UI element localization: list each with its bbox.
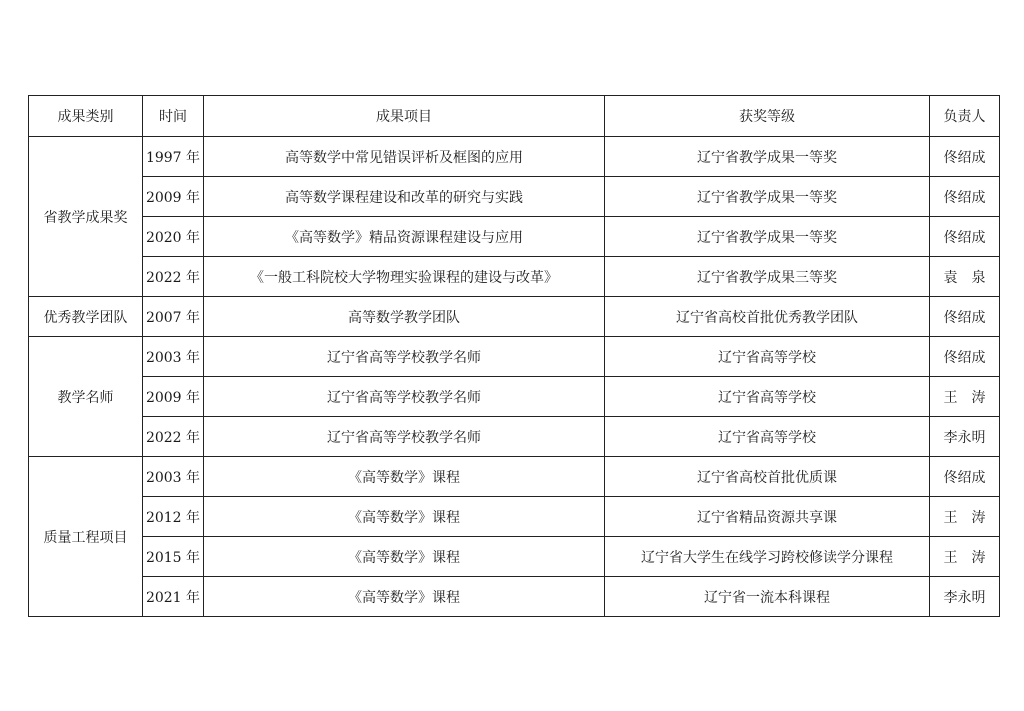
time-cell: 1997 年 [143, 137, 204, 177]
header-award-level: 获奖等级 [605, 96, 930, 137]
project-cell: 辽宁省高等学校教学名师 [204, 417, 605, 457]
table-row [29, 377, 1000, 417]
table-row [29, 537, 1000, 577]
project-cell: 高等数学中常见错误评析及框图的应用 [204, 137, 605, 177]
project-cell: 《高等数学》课程 [204, 577, 605, 617]
category-cell: 省教学成果奖 [29, 137, 143, 297]
project-cell: 《一般工科院校大学物理实验课程的建设与改革》 [204, 257, 605, 297]
person-cell: 袁 泉 [930, 257, 1000, 297]
table-row [29, 217, 1000, 257]
award-level-cell: 辽宁省高校首批优秀教学团队 [605, 297, 930, 337]
project-cell: 《高等数学》课程 [204, 457, 605, 497]
time-cell: 2007 年 [143, 297, 204, 337]
project-cell: 辽宁省高等学校教学名师 [204, 337, 605, 377]
award-level-cell: 辽宁省精品资源共享课 [605, 497, 930, 537]
award-level-cell: 辽宁省高等学校 [605, 417, 930, 457]
award-level-cell: 辽宁省教学成果一等奖 [605, 217, 930, 257]
table-row [29, 137, 1000, 177]
award-level-cell: 辽宁省教学成果一等奖 [605, 177, 930, 217]
project-cell: 高等数学教学团队 [204, 297, 605, 337]
table-row [29, 457, 1000, 497]
person-cell: 王 涛 [930, 377, 1000, 417]
category-cell: 质量工程项目 [29, 457, 143, 617]
person-cell: 佟绍成 [930, 337, 1000, 377]
project-cell: 高等数学课程建设和改革的研究与实践 [204, 177, 605, 217]
person-cell: 佟绍成 [930, 297, 1000, 337]
category-cell: 教学名师 [29, 337, 143, 457]
person-cell: 佟绍成 [930, 177, 1000, 217]
person-cell: 王 涛 [930, 497, 1000, 537]
time-cell: 2015 年 [143, 537, 204, 577]
award-level-cell: 辽宁省高等学校 [605, 377, 930, 417]
time-cell: 2022 年 [143, 257, 204, 297]
time-cell: 2020 年 [143, 217, 204, 257]
header-time: 时间 [143, 96, 204, 137]
header-project: 成果项目 [204, 96, 605, 137]
time-cell: 2022 年 [143, 417, 204, 457]
award-level-cell: 辽宁省大学生在线学习跨校修读学分课程 [605, 537, 930, 577]
time-cell: 2012 年 [143, 497, 204, 537]
table-row [29, 297, 1000, 337]
table-header [29, 96, 1000, 137]
award-level-cell: 辽宁省高校首批优质课 [605, 457, 930, 497]
time-cell: 2009 年 [143, 177, 204, 217]
table-row [29, 337, 1000, 377]
time-cell: 2003 年 [143, 337, 204, 377]
header-person: 负责人 [930, 96, 1000, 137]
table-row [29, 257, 1000, 297]
person-cell: 佟绍成 [930, 137, 1000, 177]
time-cell: 2003 年 [143, 457, 204, 497]
project-cell: 《高等数学》精品资源课程建设与应用 [204, 217, 605, 257]
header-category: 成果类别 [29, 96, 143, 137]
person-cell: 佟绍成 [930, 457, 1000, 497]
table-row [29, 177, 1000, 217]
table-body [29, 137, 1000, 617]
person-cell: 王 涛 [930, 537, 1000, 577]
person-cell: 佟绍成 [930, 217, 1000, 257]
project-cell: 《高等数学》课程 [204, 537, 605, 577]
time-cell: 2021 年 [143, 577, 204, 617]
person-cell: 李永明 [930, 577, 1000, 617]
award-level-cell: 辽宁省教学成果一等奖 [605, 137, 930, 177]
table-row [29, 417, 1000, 457]
project-cell: 《高等数学》课程 [204, 497, 605, 537]
category-cell: 优秀教学团队 [29, 297, 143, 337]
table-row [29, 497, 1000, 537]
award-level-cell: 辽宁省一流本科课程 [605, 577, 930, 617]
awards-table [28, 95, 1000, 617]
person-cell: 李永明 [930, 417, 1000, 457]
header-row [29, 96, 1000, 137]
award-level-cell: 辽宁省高等学校 [605, 337, 930, 377]
project-cell: 辽宁省高等学校教学名师 [204, 377, 605, 417]
table-row [29, 577, 1000, 617]
time-cell: 2009 年 [143, 377, 204, 417]
award-level-cell: 辽宁省教学成果三等奖 [605, 257, 930, 297]
